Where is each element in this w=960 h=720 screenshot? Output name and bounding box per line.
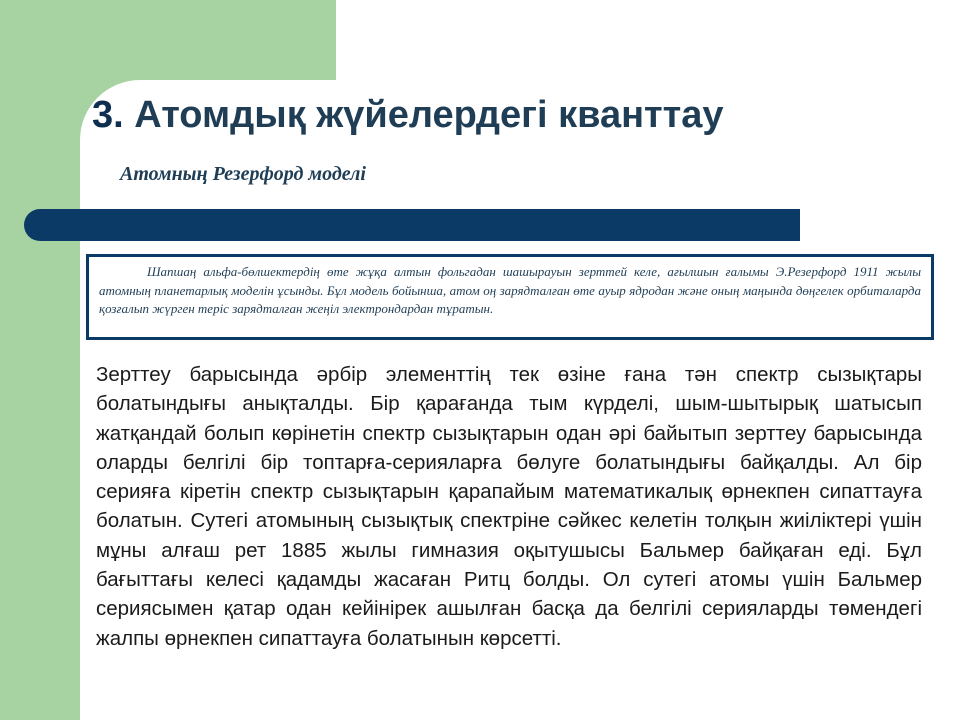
green-side-strip [0, 0, 80, 720]
slide-title [92, 94, 724, 137]
quote-text: Шапшаң альфа-бөлшектердің өте жұқа алтын фольгадан шашырауын зерттей келе, ағылшын ғалымы Э.Резерфорд 1911 жылы атомның планетарлық моделін ұсынды. Бұл модель бойынша, атом оң зарядталған өте ауыр ядродан және оның маңында дөңгелек орбиталарда қозғалып жүрген теріс зарядталған жеңіл электрондардан тұратын. [99, 264, 921, 316]
slide-subtitle: Атомның Резерфорд моделі [120, 163, 366, 185]
decorative-bar [24, 209, 800, 241]
title-text: Атомдық жүйелердегі кванттау [123, 94, 724, 136]
body-paragraph: Зерттеу барысында әрбір элементтің тек өзіне ғана тән спектр сызықтары болатындығы анықталды. Бір қарағанда тым күрделі, шым-шытырық шатысып жатқандай болып көрінетін спектр сызықтарын одан әрі байытып зерттеу барысында оларды белгілі бір топтарға-серияларға бөлуге болатындығы байқалды. Ал бір серияға кіретін спектр сызықтарын қарапайым математикалық өрнекпен сипаттауға болатын. Сутегі атомының сызықтық спектріне сәйкес келетін толқын жиіліктері үшін мұны алғаш рет 1885 жылы гимназия оқытушысы Бальмер байқаған еді. Бұл бағыттағы келесі қадамды жасаған Ритц болды. Ол сутегі атомы үшін Бальмер сериясымен қатар одан кейінірек ашылған басқа да белгілі серияларды төмендегі жалпы өрнекпен сипаттауға болатынын көрсетті. [96, 363, 922, 650]
title-number: 3. [92, 94, 124, 136]
quote-box [86, 254, 934, 340]
